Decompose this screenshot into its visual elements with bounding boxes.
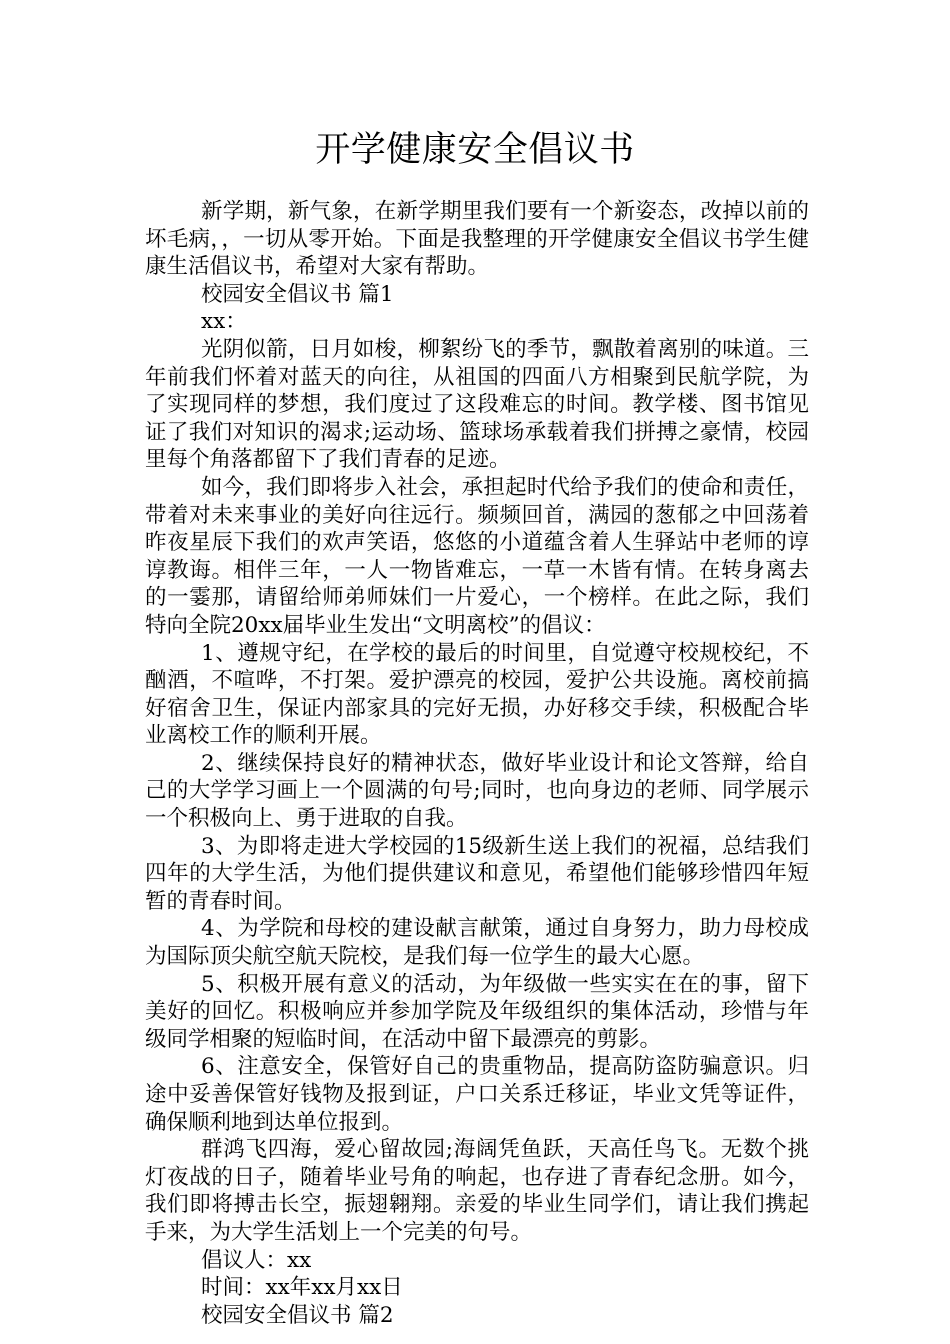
body-paragraph: 光阴似箭，日月如梭，柳絮纷飞的季节，飘散着离别的味道。三年前我们怀着对蓝天的向往，从祖国的四面八方相聚到民航学院，为了实现同样的梦想，我们度过了这段难忘的时间。教学楼、图书馆见证了我们对知识的渴求;运动场、篮球场承载着我们拼搏之豪情，校园里每个角落都留下了我们青春的足迹。 [145, 336, 809, 473]
intro-paragraph: 新学期，新气象，在新学期里我们要有一个新姿态，改掉以前的坏毛病，，一切从零开始。下面是我整理的开学健康安全倡议书学生健康生活倡议书，希望对大家有帮助。 [145, 199, 809, 280]
section-heading-2: 校园安全倡议书 篇2 [201, 1302, 394, 1328]
salutation: xx： [201, 309, 247, 335]
proposal-item-1: 1、遵规守纪，在学校的最后的时间里，自觉遵守校规校纪，不酗酒，不喧哗，不打架。爱护漂亮的校园，爱护公共设施。离校前搞好宿舍卫生，保证内部家具的完好无损，办好移交手续，积极配合毕业离校工作的顺利开展。 [145, 640, 809, 749]
proposal-item-5: 5、积极开展有意义的活动，为年级做一些实实在在的事，留下美好的回忆。积极响应并参加学院及年级组织的集体活动，珍惜与年级同学相聚的短临时间，在活动中留下最漂亮的剪影。 [145, 971, 809, 1052]
date-line: 时间：xx年xx月xx日 [201, 1275, 403, 1301]
signatory: 倡议人：xx [201, 1247, 312, 1273]
closing-paragraph: 群鸿飞四海，爱心留故园;海阔凭鱼跃，天高任鸟飞。无数个挑灯夜战的日子，随着毕业号角的响起，也存进了青春纪念册。如今，我们即将搏击长空，振翅翱翔。亲爱的毕业生同学们，请让我们携起手来，为大学生活划上一个完美的句号。 [145, 1137, 809, 1245]
proposal-item-6: 6、注意安全，保管好自己的贵重物品，提高防盗防骗意识。归途中妥善保管好钱物及报到证，户口关系迁移证，毕业文凭等证件，确保顺利地到达单位报到。 [145, 1054, 809, 1135]
proposal-item-4: 4、为学院和母校的建设献言献策，通过自身努力，助力母校成为国际顶尖航空航天院校，是我们每一位学生的最大心愿。 [145, 916, 809, 970]
document-body [145, 198, 809, 1329]
proposal-item-3: 3、为即将走进大学校园的15级新生送上我们的祝福，总结我们四年的大学生活，为他们提供建议和意见，希望他们能够珍惜四年短暂的青春时间。 [145, 833, 809, 914]
body-paragraph: 如今，我们即将步入社会，承担起时代给予我们的使命和责任，带着对未来事业的美好向往远行。频频回首，满园的葱郁之中回荡着昨夜星辰下我们的欢声笑语，悠悠的小道蕴含着人生驿站中老师的谆谆教诲。相伴三年，一人一物皆难忘，一草一木皆有情。在转身离去的一霎那，请留给师弟师妹们一片爱心，一个榜样。在此之际，我们特向全院20xx届毕业生发出“文明离校”的倡议： [145, 474, 809, 638]
proposal-item-2: 2、继续保持良好的精神状态，做好毕业设计和论文答辩，给自己的大学学习画上一个圆满的句号;同时，也向身边的老师、同学展示一个积极向上、勇于进取的自我。 [145, 750, 809, 832]
document-title: 开学健康安全倡议书 [315, 130, 635, 170]
section-heading-1: 校园安全倡议书 篇1 [201, 281, 394, 307]
